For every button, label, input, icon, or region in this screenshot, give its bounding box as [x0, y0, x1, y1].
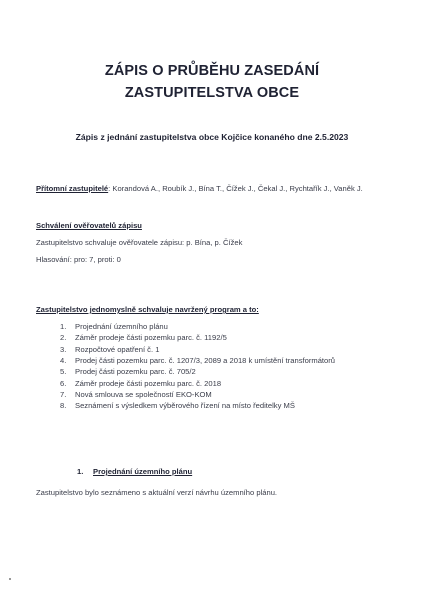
- program-item-number: 3.: [60, 344, 67, 354]
- program-heading: Zastupitelstvo jednomyslně schvaluje navržený program a to:: [36, 305, 259, 314]
- program-item-text: Záměr prodeje části pozemku parc. č. 2018: [75, 378, 222, 388]
- program-list: [60, 321, 335, 412]
- program-item-number: 2.: [60, 333, 67, 343]
- attendance-names: : Korandová A., Roubík J., Bína T., Čížek J., Čekal J., Rychtařík J., Vaněk J.: [108, 184, 363, 193]
- section-1-text: Zastupitelstvo bylo seznámeno s aktuální verzí návrhu územního plánu.: [36, 488, 278, 497]
- verifiers-heading: Schválení ověřovatelů zápisu: [36, 221, 142, 230]
- program-item: [60, 332, 335, 343]
- section-1-number: 1.: [77, 467, 84, 476]
- subtitle: Zápis z jednání zastupitelstva obce Kojčice konaného dne 2.5.2023: [75, 132, 349, 142]
- program-item: [60, 321, 335, 332]
- program-item-number: 5.: [60, 367, 67, 377]
- title-line-1: ZÁPIS O PRŮBĚHU ZASEDÁNÍ: [104, 63, 320, 79]
- program-item: [60, 389, 335, 400]
- program-item-text: Prodej části pozemku parc. č. 1207/3, 2089 a 2018 k umístění transformátorů: [75, 356, 336, 366]
- program-item: [60, 355, 335, 366]
- section-1-heading: [77, 467, 192, 476]
- verifiers-vote: Hlasování: pro: 7, proti: 0: [36, 255, 121, 264]
- attendance-label: Přítomní zastupitelé: [36, 184, 109, 193]
- program-item-number: 6.: [60, 378, 67, 388]
- program-item-number: 4.: [60, 356, 67, 366]
- program-item-text: Záměr prodeje části pozemku parc. č. 1192/5: [75, 333, 227, 343]
- program-item: [60, 344, 335, 355]
- program-item-text: Seznámení s výsledkem výběrového řízení na místo ředitelky MŠ: [75, 401, 295, 411]
- program-item: [60, 378, 335, 389]
- program-item: [60, 366, 335, 377]
- title-line-2: ZASTUPITELSTVA OBCE: [124, 85, 300, 101]
- program-item-text: Prodej části pozemku parc. č. 705/2: [75, 367, 196, 377]
- attendance-line: [36, 184, 363, 193]
- program-item: [60, 400, 335, 411]
- program-item-text: Rozpočtové opatření č. 1: [75, 344, 160, 354]
- section-1-title: Projednání územního plánu: [93, 467, 193, 476]
- program-item-number: 8.: [60, 401, 67, 411]
- program-item-text: Nová smlouva se společností EKO-KOM: [75, 390, 212, 400]
- program-item-number: 1.: [60, 322, 67, 331]
- program-item-number: 7.: [60, 390, 67, 400]
- program-item-text: Projednání územního plánu: [75, 322, 168, 331]
- verifiers-text: Zastupitelstvo schvaluje ověřovatele zápisu: p. Bína, p. Čížek: [36, 238, 243, 247]
- scan-speck: [9, 578, 11, 580]
